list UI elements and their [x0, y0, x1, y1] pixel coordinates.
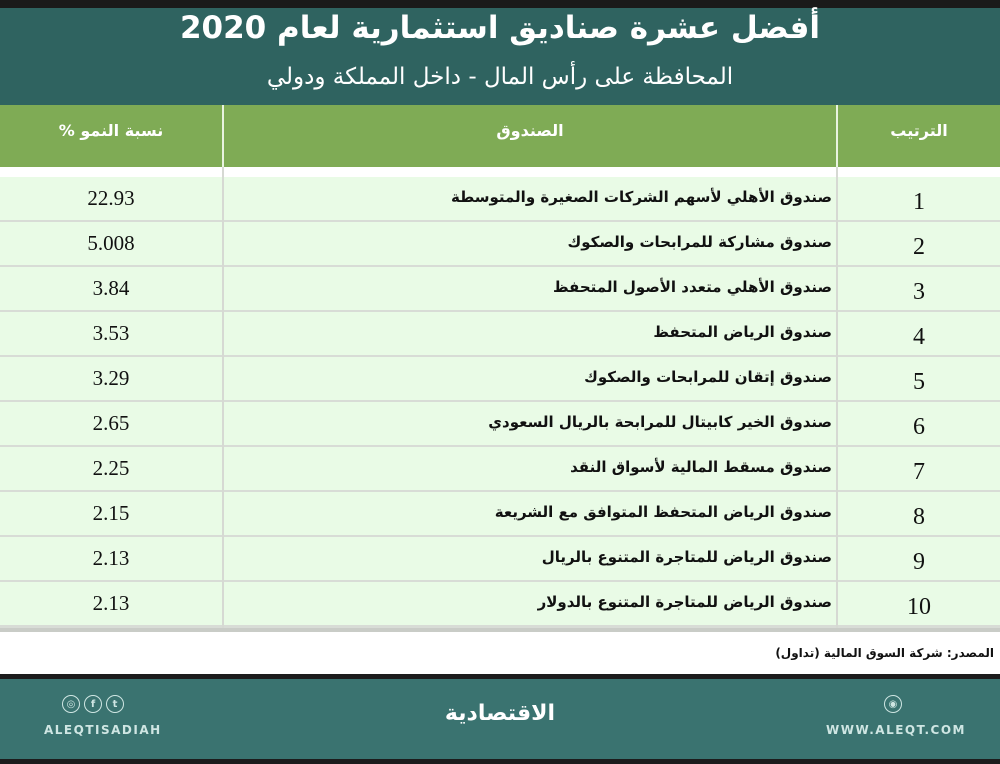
column-divider	[222, 167, 224, 630]
growth-value: 2.25	[92, 456, 130, 480]
growth-value: 5.008	[87, 231, 135, 255]
rank-number: 1	[913, 189, 925, 215]
website-link[interactable]: WWW.ALEQT.COM	[826, 723, 966, 737]
table-row	[0, 312, 1000, 358]
growth-value: 22.93	[87, 186, 135, 210]
table-row	[0, 582, 1000, 628]
header-spacer	[0, 167, 1000, 177]
table-header	[0, 105, 1000, 167]
growth-value: 3.84	[92, 276, 130, 300]
rank-number: 9	[913, 549, 925, 575]
web-icon	[884, 695, 902, 713]
social-icons	[62, 695, 124, 713]
rank-number: 5	[913, 369, 925, 395]
facebook-icon[interactable]: f	[84, 695, 102, 713]
fund-name: صندوق الرياض للمتاجرة المتنوع بالدولار	[537, 593, 832, 611]
column-header-fund: الصندوق	[496, 121, 564, 140]
rank-number: 8	[913, 504, 925, 530]
rank-number: 6	[913, 414, 925, 440]
fund-name: صندوق الرياض للمتاجرة المتنوع بالريال	[541, 548, 832, 566]
rank-number: 2	[913, 234, 925, 260]
table-row	[0, 537, 1000, 583]
rank-number: 7	[913, 459, 925, 485]
growth-value: 2.13	[92, 591, 130, 615]
fund-name: صندوق الخير كابيتال للمرابحة بالريال السعودي	[488, 413, 832, 431]
fund-name: صندوق إتقان للمرابحات والصكوك	[584, 368, 832, 386]
instagram-icon[interactable]: ◎	[62, 695, 80, 713]
twitter-icon[interactable]: t	[106, 695, 124, 713]
column-header-rank: الترتيب	[890, 121, 948, 140]
fund-name: صندوق مشاركة للمرابحات والصكوك	[567, 233, 832, 251]
table-bottom-rule	[0, 628, 1000, 632]
page-title: أفضل عشرة صناديق استثمارية لعام 2020	[179, 10, 821, 46]
growth-value: 3.29	[92, 366, 130, 390]
bottom-border	[0, 759, 1000, 764]
source-note: المصدر: شركة السوق المالية (تداول)	[775, 646, 994, 660]
footer	[0, 679, 1000, 759]
column-divider	[836, 167, 838, 630]
rank-number: 10	[907, 594, 931, 620]
fund-name: صندوق الرياض المتحفظ	[653, 323, 832, 341]
growth-value: 2.65	[92, 411, 130, 435]
rank-number: 3	[913, 279, 925, 305]
page-subtitle: المحافظة على رأس المال - داخل المملكة ودولي	[266, 64, 734, 90]
top-border	[0, 0, 1000, 8]
growth-value: 2.13	[92, 546, 130, 570]
fund-name: صندوق الأهلي لأسهم الشركات الصغيرة والمتوسطة	[451, 188, 832, 206]
fund-name: صندوق مسقط المالية لأسواق النقد	[570, 458, 832, 476]
table-row	[0, 267, 1000, 313]
table-row	[0, 357, 1000, 403]
table-row	[0, 402, 1000, 448]
social-handle[interactable]: ALEQTISADIAH	[44, 723, 162, 737]
brand-logo: الاقتصادية	[444, 701, 556, 726]
table-row	[0, 222, 1000, 268]
table-row	[0, 447, 1000, 493]
table-row	[0, 177, 1000, 223]
growth-value: 3.53	[92, 321, 130, 345]
header-banner	[0, 8, 1000, 105]
growth-value: 2.15	[92, 501, 130, 525]
table-body	[0, 177, 1000, 630]
rank-number: 4	[913, 324, 925, 350]
column-header-growth: نسبة النمو %	[58, 121, 164, 140]
table-row	[0, 492, 1000, 538]
fund-name: صندوق الرياض المتحفظ المتوافق مع الشريعة	[494, 503, 832, 521]
globe-icon: ◉	[884, 695, 902, 713]
fund-name: صندوق الأهلي متعدد الأصول المتحفظ	[552, 278, 832, 296]
